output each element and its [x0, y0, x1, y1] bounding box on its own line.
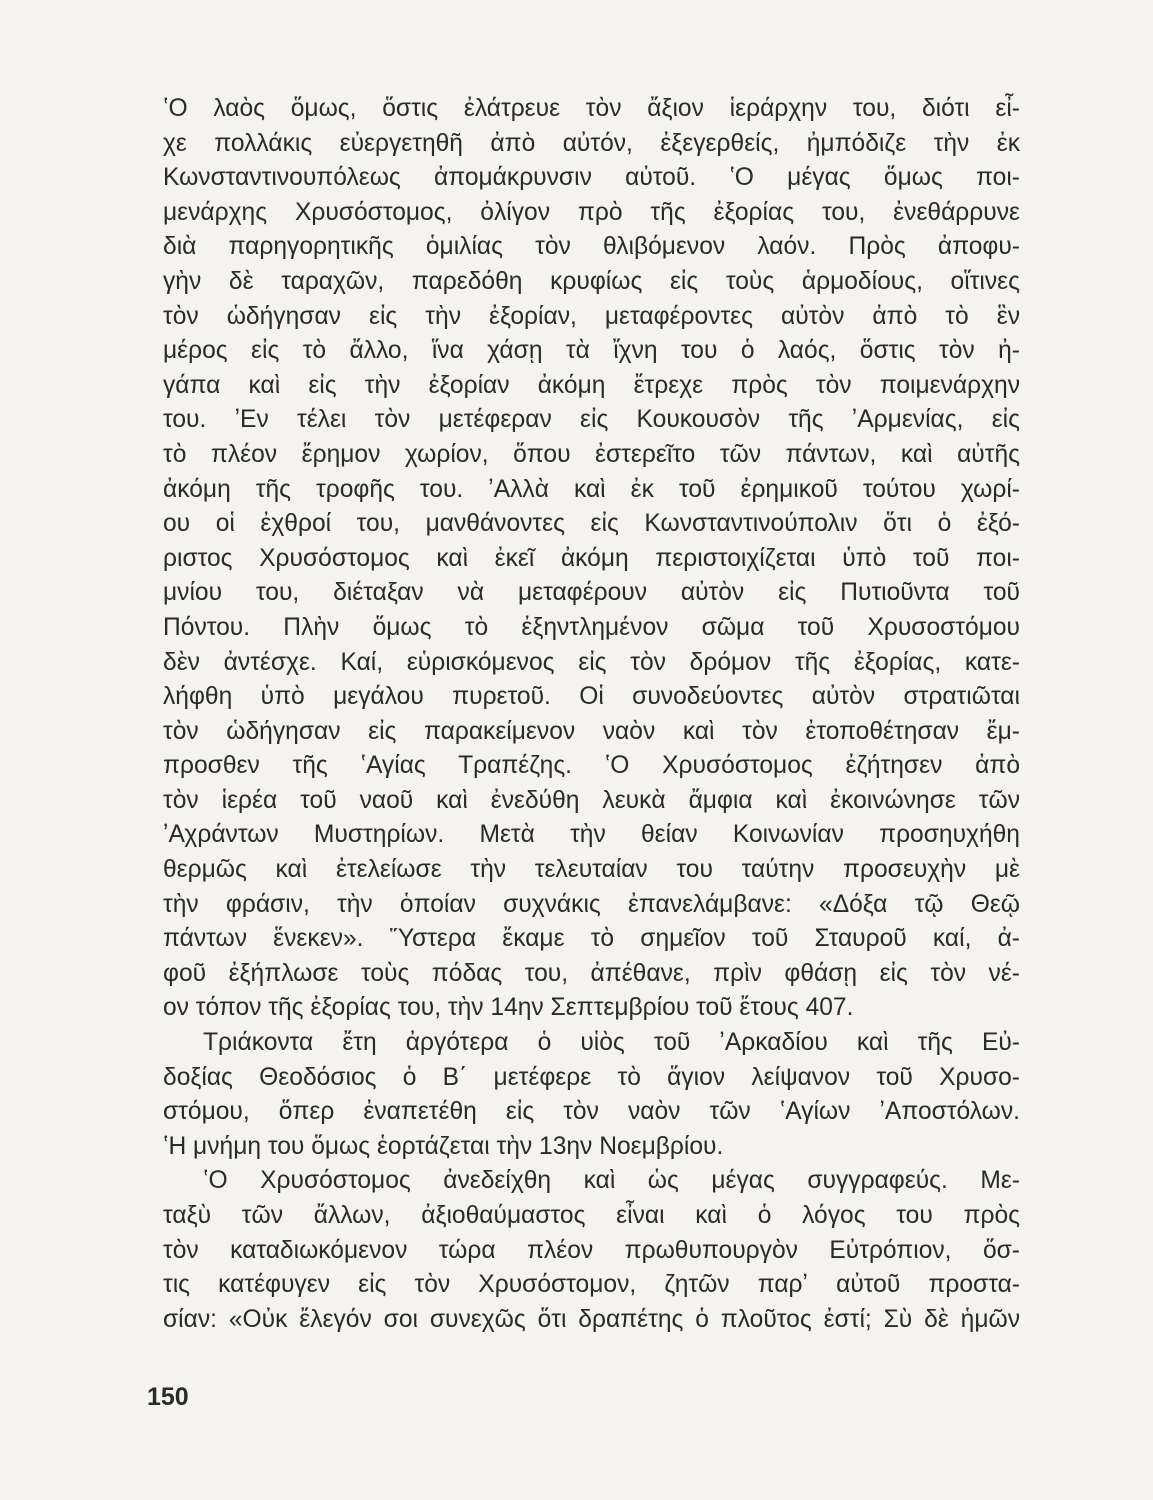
text-line: τὸν ὡδήγησαν εἰς τὴν ἐξορίαν, μεταφέροντες αὐτὸν ἀπὸ τὸ ἓν	[163, 302, 1020, 330]
paragraph-1	[163, 92, 1020, 1026]
text-line: τὸ πλέον ἔρημον χωρίον, ὅπου ἐστερεῖτο τῶν πάντων, καὶ αὐτῆς	[163, 440, 1020, 468]
text-line: προσθεν τῆς ʽΑγίας Τραπέζης. ʽΟ Χρυσόστομος ἐζήτησεν ἀπὸ	[163, 752, 1020, 780]
text-line: στόμου, ὅπερ ἐναπετέθη εἰς τὸν ναὸν τῶν ʽΑγίων ʼΑποστόλων.	[163, 1098, 1020, 1126]
text-line: Τριάκοντα ἔτη ἀργότερα ὁ υἱὸς τοῦ ʼΑρκαδίου καὶ τῆς Εὐ-	[203, 1029, 1020, 1057]
text-line: ριστος Χρυσόστομος καὶ ἐκεῖ ἀκόμη περιστοιχίζεται ὑπὸ τοῦ ποι-	[163, 544, 1020, 572]
text-line: σίαν: «Οὐκ ἔλεγόν σοι συνεχῶς ὅτι δραπέτης ὁ πλοῦτος ἐστί; Σὺ δὲ ἡμῶν	[163, 1305, 1020, 1333]
text-line: ʽΗ μνήμη του ὅμως ἑορτάζεται τὴν 13ην Νοεμβρίου.	[163, 1132, 724, 1160]
text-line: ʼΑχράντων Μυστηρίων. Μετὰ τὴν θείαν Κοινωνίαν προσηυχήθη	[163, 821, 1020, 849]
text-line: δὲν ἀντέσχε. Καί, εὑρισκόμενος εἰς τὸν δρόμον τῆς ἐξορίας, κατε-	[163, 648, 1020, 676]
text-line: ον τόπον τῆς ἐξορίας του, τὴν 14ην Σεπτεμβρίου τοῦ ἔτους 407.	[163, 994, 854, 1022]
text-line: διὰ παρηγορητικῆς ὁμιλίας τὸν θλιβόμενον λαόν. Πρὸς ἀποφυ-	[163, 233, 1020, 261]
text-line: μενάρχης Χρυσόστομος, ὀλίγον πρὸ τῆς ἐξορίας του, ἐνεθάρρυνε	[163, 198, 1020, 226]
paragraph-3	[163, 1164, 1020, 1337]
text-line: τὸν ὡδήγησαν εἰς παρακείμενον ναὸν καὶ τὸν ἐτοποθέτησαν ἔμ-	[163, 717, 1020, 745]
text-line: μνίου του, διέταξαν νὰ μεταφέρουν αὐτὸν εἰς Πυτιοῦντα τοῦ	[163, 579, 1020, 607]
text-line: λήφθη ὑπὸ μεγάλου πυρετοῦ. Οἱ συνοδεύοντες αὐτὸν στρατιῶται	[163, 683, 1020, 711]
text-line: τὸν καταδιωκόμενον τώρα πλέον πρωθυπουργὸν Εὐτρόπιον, ὅσ-	[163, 1236, 1020, 1264]
page-number: 150	[147, 1383, 189, 1411]
text-line: τὴν φράσιν, τὴν ὁποίαν συχνάκις ἐπανελάμβανε: «Δόξα τῷ Θεῷ	[163, 890, 1020, 918]
paragraph-2	[163, 1026, 1020, 1164]
text-line: τὸν ἱερέα τοῦ ναοῦ καὶ ἐνεδύθη λευκὰ ἄμφια καὶ ἐκοινώνησε τῶν	[163, 786, 1020, 814]
text-line: θερμῶς καὶ ἐτελείωσε τὴν τελευταίαν του ταύτην προσευχὴν μὲ	[163, 856, 1020, 884]
text-line: τις κατέφυγεν εἰς τὸν Χρυσόστομον, ζητῶν παρʼ αὐτοῦ προστα-	[163, 1271, 1020, 1299]
text-line: ἀκόμη τῆς τροφῆς του. ʼΑλλὰ καὶ ἐκ τοῦ ἐρημικοῦ τούτου χωρί-	[163, 475, 1020, 503]
text-line: γὴν δὲ ταραχῶν, παρεδόθη κρυφίως εἰς τοὺς ἁρμοδίους, οἵτινες	[163, 267, 1020, 295]
text-line: χε πολλάκις εὐεργετηθῆ ἀπὸ αὐτόν, ἐξεγερθείς, ἠμπόδιζε τὴν ἐκ	[163, 129, 1020, 157]
text-line: πάντων ἕνεκεν». ῞Υστερα ἔκαμε τὸ σημεῖον τοῦ Σταυροῦ καί, ἀ-	[163, 925, 1020, 953]
text-line: φοῦ ἐξήπλωσε τοὺς πόδας του, ἀπέθανε, πρὶν φθάσῃ εἰς τὸν νέ-	[163, 959, 1020, 987]
text-line: ʽΟ Χρυσόστομος ἀνεδείχθη καὶ ὡς μέγας συγγραφεύς. Με-	[203, 1167, 1020, 1195]
text-line: δοξίας Θεοδόσιος ὁ Β΄ μετέφερε τὸ ἅγιον λείψανον τοῦ Χρυσο-	[163, 1063, 1020, 1091]
text-line: Πόντου. Πλὴν ὅμως τὸ ἐξηντλημένον σῶμα τοῦ Χρυσοστόμου	[163, 613, 1020, 641]
text-line: του. ʼΕν τέλει τὸν μετέφεραν εἰς Κουκουσὸν τῆς ʼΑρμενίας, εἰς	[163, 406, 1020, 434]
text-line: ταξὺ τῶν ἄλλων, ἀξιοθαύμαστος εἶναι καὶ ὁ λόγος του πρὸς	[163, 1202, 1020, 1229]
text-line: γάπα καὶ εἰς τὴν ἐξορίαν ἀκόμη ἔτρεχε πρὸς τὸν ποιμενάρχην	[163, 371, 1020, 399]
body-text	[163, 92, 1020, 1337]
text-line: ʽΟ λαὸς ὅμως, ὅστις ἐλάτρευε τὸν ἄξιον ἱεράρχην του, διότι εἶ-	[163, 95, 1020, 122]
text-line: ου οἱ ἐχθροί του, μανθάνοντες εἰς Κωνσταντινούπολιν ὅτι ὁ ἐξό-	[163, 510, 1020, 538]
text-line: μέρος εἰς τὸ ἄλλο, ἵνα χάσῃ τὰ ἴχνη του ὁ λαός, ὅστις τὸν ἠ-	[163, 337, 1020, 365]
text-line: Κωνσταντινουπόλεως ἀπομάκρυνσιν αὐτοῦ. ʽΟ μέγας ὅμως ποι-	[163, 164, 1020, 192]
